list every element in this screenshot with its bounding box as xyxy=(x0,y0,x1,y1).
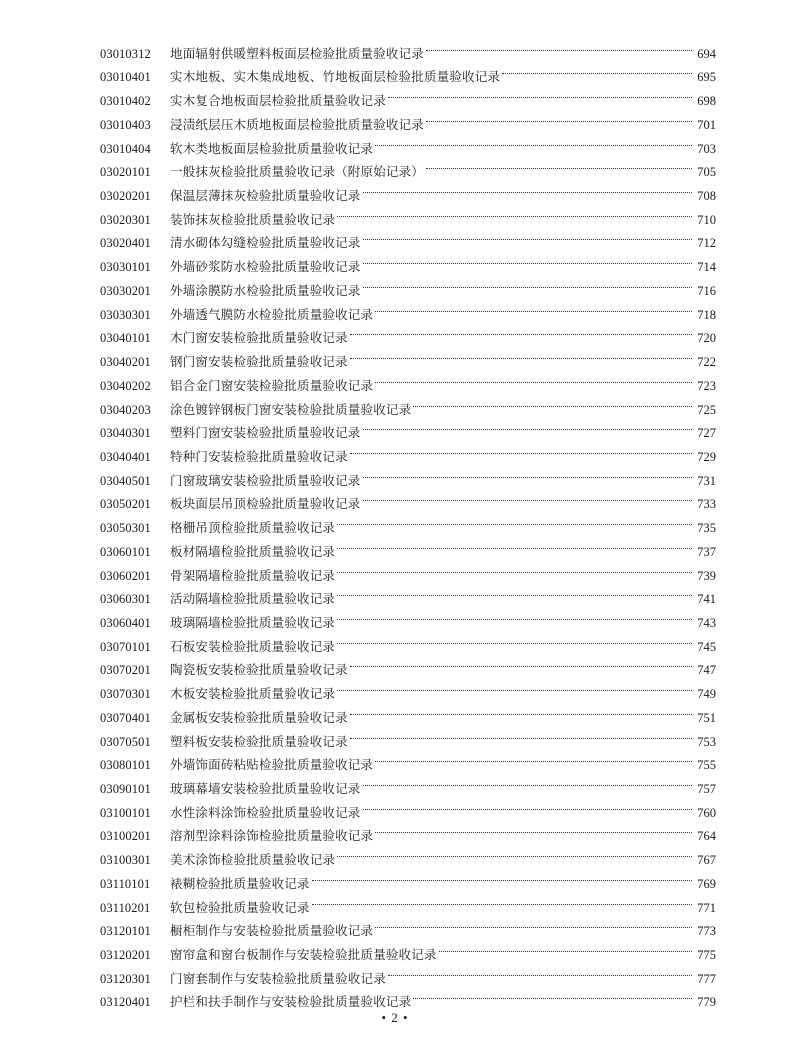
toc-entry-title: 特种门安装检验批质量验收记录 xyxy=(170,448,348,464)
toc-entry-page: 775 xyxy=(697,948,716,963)
toc-entry-code: 03040501 xyxy=(100,473,151,488)
dot-leader xyxy=(375,129,692,153)
dot-leader xyxy=(426,105,692,129)
toc-entry-title: 陶瓷板安装检验批质量验收记录 xyxy=(170,662,348,678)
toc-entry-title: 玻璃幕墙安装检验批质量验收记录 xyxy=(170,781,361,796)
toc-entry-title: 格栅吊顶检验批质量验收记录 xyxy=(170,520,336,536)
dot-leader xyxy=(337,556,692,580)
toc-entry-title: 木板安装检验批质量验收记录 xyxy=(170,686,336,702)
toc-entry-code: 03080101 xyxy=(100,758,151,773)
toc-entry-title: 门窗玻璃安装检验批质量验收记录 xyxy=(170,472,361,488)
toc-entry-title: 外墙饰面砖粘贴检验批质量验收记录 xyxy=(170,757,374,773)
toc-entry-title: 窗帘盒和窗台板制作与安装检验批质量验收记录 xyxy=(170,947,437,963)
toc-entry-page: 769 xyxy=(697,876,716,891)
toc-entry-code: 03050301 xyxy=(100,521,151,536)
toc-entry-title: 活动隔墙检验批质量验收记录 xyxy=(170,591,336,607)
toc-entry-code: 03070301 xyxy=(100,687,151,702)
toc-entry-title: 地面辐射供暖塑料板面层检验批质量验收记录 xyxy=(170,45,425,61)
toc-entry[interactable] xyxy=(100,34,716,61)
dot-leader xyxy=(375,295,692,319)
toc-entry-code: 03030201 xyxy=(100,283,151,298)
dot-leader xyxy=(363,461,692,485)
dot-leader xyxy=(350,651,692,675)
table-of-contents xyxy=(100,34,716,1010)
toc-entry-page: 760 xyxy=(697,805,716,820)
toc-entry-code: 03040101 xyxy=(100,331,151,346)
dot-leader xyxy=(439,935,692,959)
toc-entry-title: 外墙涂膜防水检验批质量验收记录 xyxy=(170,282,361,298)
dot-leader xyxy=(363,485,692,509)
dot-leader xyxy=(426,153,692,177)
toc-entry-title: 石板安装检验批质量验收记录 xyxy=(170,638,336,654)
toc-entry-code: 03100301 xyxy=(100,853,151,868)
toc-entry-title: 溶剂型涂料涂饰检验批质量验收记录 xyxy=(170,828,374,844)
dot-leader xyxy=(388,81,692,105)
toc-entry-code: 03070501 xyxy=(100,734,151,749)
dot-leader xyxy=(337,627,692,651)
toc-entry-title: 塑料门窗安装检验批质量验收记录 xyxy=(170,425,361,441)
dot-leader xyxy=(350,342,692,366)
toc-entry-page: 743 xyxy=(697,615,716,630)
toc-entry-code: 03070201 xyxy=(100,663,151,678)
toc-entry-code: 03100201 xyxy=(100,829,151,844)
dot-leader xyxy=(337,840,692,864)
toc-entry-code: 03020201 xyxy=(100,189,151,204)
toc-entry-code: 03060101 xyxy=(100,544,151,559)
toc-entry-code: 03040401 xyxy=(100,449,151,464)
dot-leader xyxy=(413,390,692,414)
toc-entry-page: 708 xyxy=(697,189,716,204)
toc-entry-page: 722 xyxy=(697,355,716,370)
toc-entry-page: 755 xyxy=(697,758,716,773)
toc-entry-title: 清水砌体勾缝检验批质量验收记录 xyxy=(170,235,361,251)
toc-entry-page: 751 xyxy=(697,710,716,725)
toc-entry-code: 03110101 xyxy=(100,876,151,891)
dot-leader xyxy=(337,532,692,556)
toc-entry-title: 软包检验批质量验收记录 xyxy=(170,899,310,915)
dot-leader xyxy=(312,864,692,888)
dot-leader xyxy=(363,414,692,438)
toc-entry-title: 铝合金门窗安装检验批质量验收记录 xyxy=(170,377,374,393)
dot-leader xyxy=(337,508,692,532)
toc-entry-page: 739 xyxy=(697,568,716,583)
toc-entry-title: 板块面层吊顶检验批质量验收记录 xyxy=(170,496,361,512)
toc-entry-code: 03120201 xyxy=(100,948,151,963)
toc-entry-code: 03040202 xyxy=(100,378,151,393)
toc-entry-code: 03010402 xyxy=(100,94,151,109)
toc-entry-page: 745 xyxy=(697,639,716,654)
toc-entry-page: 733 xyxy=(697,497,716,512)
toc-entry-code: 03020301 xyxy=(100,212,151,227)
toc-entry-code: 03060301 xyxy=(100,592,151,607)
toc-entry-page: 725 xyxy=(697,402,716,417)
toc-entry-code: 03050201 xyxy=(100,497,151,512)
toc-entry-page: 727 xyxy=(697,426,716,441)
dot-leader xyxy=(363,769,692,793)
toc-entry-title: 裱糊检验批质量验收记录 xyxy=(170,875,310,891)
dot-leader xyxy=(363,271,692,295)
toc-entry-page: 777 xyxy=(697,971,716,986)
dot-leader xyxy=(363,224,692,248)
dot-leader xyxy=(363,793,692,817)
toc-entry-page: 723 xyxy=(697,378,716,393)
toc-entry-page: 747 xyxy=(697,663,716,678)
toc-entry-code: 03120101 xyxy=(100,924,151,939)
toc-entry-page: 779 xyxy=(697,995,716,1010)
toc-entry-title: 装饰抹灰检验批质量验收记录 xyxy=(170,211,336,227)
toc-entry-code: 03010403 xyxy=(100,117,151,132)
dot-leader xyxy=(502,58,692,82)
toc-entry-code: 03010401 xyxy=(100,70,151,85)
toc-entry-code: 03100101 xyxy=(100,805,151,820)
toc-entry-title: 护栏和扶手制作与安装检验批质量验收记录 xyxy=(170,994,412,1010)
toc-entry-title: 骨架隔墙检验批质量验收记录 xyxy=(170,567,336,583)
dot-leader xyxy=(413,983,692,1007)
toc-entry-page: 694 xyxy=(697,46,716,61)
toc-entry-code: 03020401 xyxy=(100,236,151,251)
toc-entry-page: 716 xyxy=(697,283,716,298)
dot-leader xyxy=(388,959,692,983)
toc-entry-title: 钢门窗安装检验批质量验收记录 xyxy=(170,354,348,370)
dot-leader xyxy=(337,674,692,698)
toc-entry-page: 710 xyxy=(697,212,716,227)
toc-entry-code: 03090101 xyxy=(100,782,151,796)
toc-entry-page: 771 xyxy=(697,900,716,915)
toc-entry-page: 705 xyxy=(697,165,716,180)
toc-entry-page: 735 xyxy=(697,521,716,536)
toc-entry-title: 外墙透气膜防水检验批质量验收记录 xyxy=(170,306,374,322)
toc-entry-page: 764 xyxy=(697,829,716,844)
dot-leader xyxy=(337,603,692,627)
toc-entry-title: 塑料板安装检验批质量验收记录 xyxy=(170,733,348,749)
toc-entry-title: 金属板安装检验批质量验收记录 xyxy=(170,709,348,725)
page-number: • 2 • xyxy=(381,1010,409,1025)
dot-leader xyxy=(350,698,692,722)
toc-entry-code: 03040201 xyxy=(100,355,151,370)
toc-entry-title: 实木地板、实木集成地板、竹地板面层检验批质量验收记录 xyxy=(170,69,501,85)
toc-entry-page: 731 xyxy=(697,473,716,488)
dot-leader xyxy=(375,912,692,936)
toc-entry-code: 03120401 xyxy=(100,995,151,1010)
toc-entry-title: 门窗套制作与安装检验批质量验收记录 xyxy=(170,970,386,986)
toc-entry-page: 749 xyxy=(697,687,716,702)
toc-entry-code: 03040203 xyxy=(100,402,151,417)
toc-entry-page: 703 xyxy=(697,141,716,156)
toc-entry-code: 03030101 xyxy=(100,260,151,275)
toc-entry-title: 外墙砂浆防水检验批质量验收记录 xyxy=(170,259,361,275)
dot-leader xyxy=(350,722,692,746)
toc-entry-code: 03070401 xyxy=(100,710,151,725)
toc-entry-title: 涂色镀锌钢板门窗安装检验批质量验收记录 xyxy=(170,401,412,417)
toc-entry-title: 橱柜制作与安装检验批质量验收记录 xyxy=(170,923,374,939)
toc-entry-page: 718 xyxy=(697,307,716,322)
dot-leader xyxy=(337,580,692,604)
toc-entry-page: 720 xyxy=(697,331,716,346)
toc-entry-code: 03010404 xyxy=(100,141,151,156)
toc-entry-page: 767 xyxy=(697,853,716,868)
toc-entry-page: 695 xyxy=(697,70,716,85)
toc-entry-code: 03070101 xyxy=(100,639,151,654)
toc-entry-page: 773 xyxy=(697,924,716,939)
toc-entry-page: 698 xyxy=(697,94,716,109)
toc-entry-code: 03110201 xyxy=(100,900,151,915)
toc-entry-page: 737 xyxy=(697,544,716,559)
dot-leader xyxy=(426,34,692,58)
toc-entry-title: 玻璃隔墙检验批质量验收记录 xyxy=(170,614,336,630)
dot-leader xyxy=(337,200,692,224)
toc-entry-page: 741 xyxy=(697,592,716,607)
dot-leader xyxy=(312,888,692,912)
toc-entry-title: 实木复合地板面层检验批质量验收记录 xyxy=(170,93,386,109)
toc-entry-page: 714 xyxy=(697,260,716,275)
dot-leader xyxy=(350,319,692,343)
toc-entry-code: 03060401 xyxy=(100,615,151,630)
toc-entry-code: 03020101 xyxy=(100,165,151,180)
dot-leader xyxy=(363,247,692,271)
dot-leader xyxy=(375,366,692,390)
toc-entry-code: 03010312 xyxy=(100,46,151,61)
dot-leader xyxy=(363,176,692,200)
toc-entry-title: 木门窗安装检验批质量验收记录 xyxy=(170,330,348,346)
toc-entry-page: 757 xyxy=(697,782,716,796)
toc-entry-title: 美术涂饰检验批质量验收记录 xyxy=(170,852,336,868)
dot-leader xyxy=(375,817,692,841)
toc-entry-code: 03040301 xyxy=(100,426,151,441)
toc-entry-code: 03030301 xyxy=(100,307,151,322)
toc-entry-title: 水性涂料涂饰检验批质量验收记录 xyxy=(170,804,361,820)
dot-leader xyxy=(350,437,692,461)
toc-entry-code: 03060201 xyxy=(100,568,151,583)
dot-leader xyxy=(375,746,692,770)
toc-entry-page: 729 xyxy=(697,449,716,464)
toc-entry-code: 03120301 xyxy=(100,971,151,986)
toc-entry-title: 保温层薄抹灰检验批质量验收记录 xyxy=(170,188,361,204)
toc-entry-page: 712 xyxy=(697,236,716,251)
toc-entry-page: 701 xyxy=(697,117,716,132)
toc-entry-title: 浸渍纸层压木质地板面层检验批质量验收记录 xyxy=(170,116,425,132)
toc-entry-title: 一般抹灰检验批质量验收记录（附原始记录） xyxy=(170,164,425,180)
toc-entry-title: 软木类地板面层检验批质量验收记录 xyxy=(170,140,374,156)
toc-entry-title: 板材隔墙检验批质量验收记录 xyxy=(170,543,336,559)
toc-entry-page: 753 xyxy=(697,734,716,749)
